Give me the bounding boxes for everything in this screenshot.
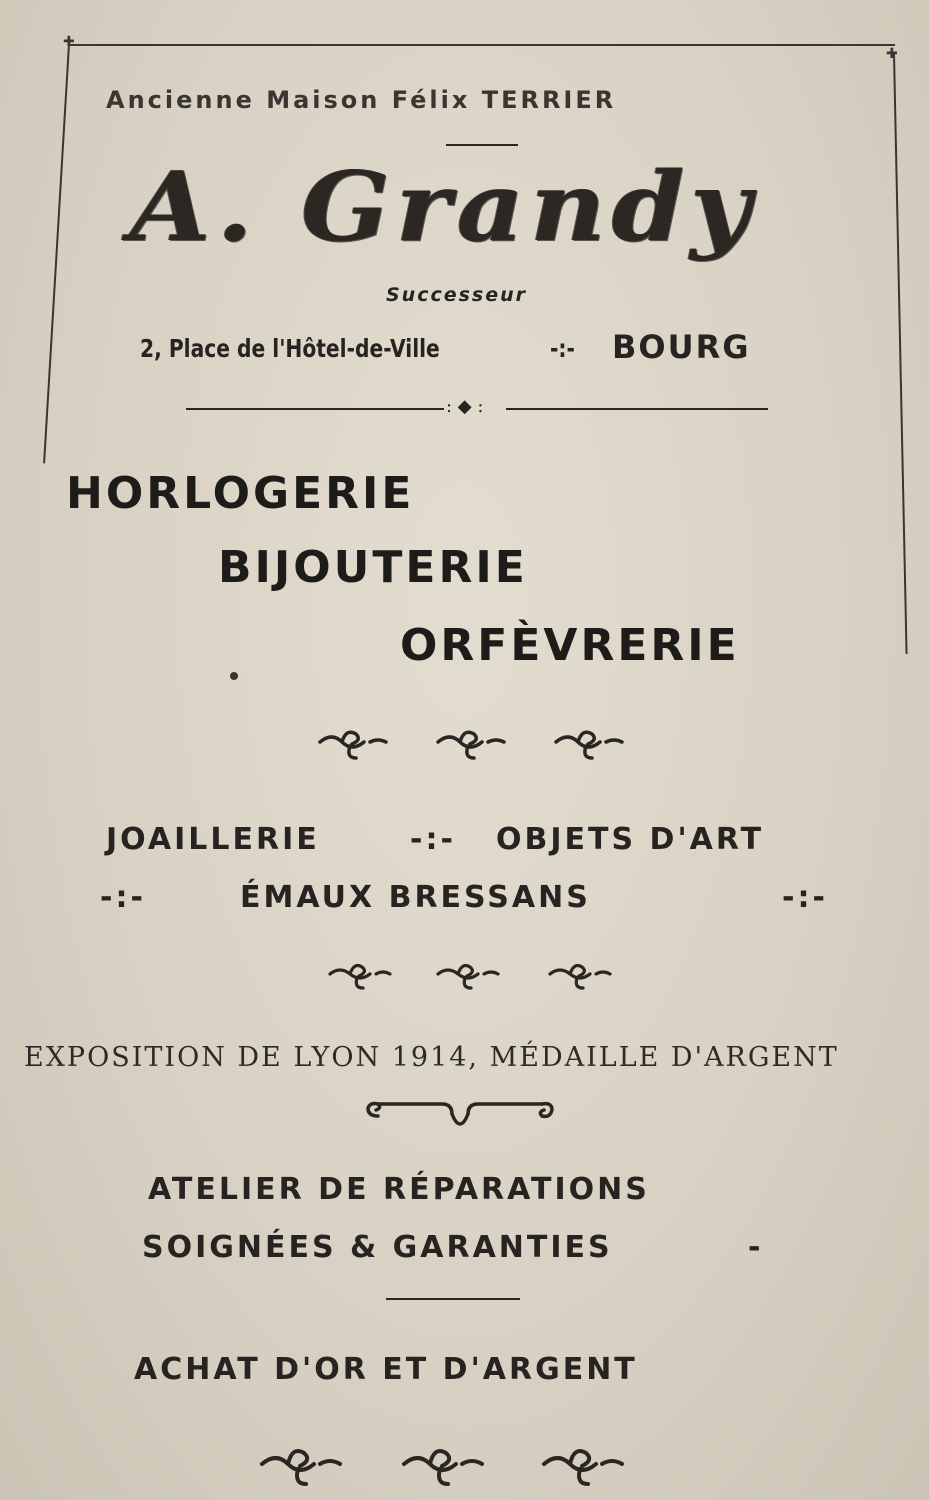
address-separator: -:- [550,334,575,363]
repairs-trailing-dash: - [748,1230,764,1265]
exhibition-award: EXPOSITION DE LYON 1914, MÉDAILLE D'ARGENT [24,1042,839,1073]
former-house-heading: Ancienne Maison Félix TERRIER [106,86,617,114]
ink-speck [230,672,238,680]
repairs-line-1: ATELIER DE RÉPARATIONS [148,1172,650,1207]
divider-rule-left [186,408,444,410]
specialty-emaux: ÉMAUX BRESSANS [240,880,591,915]
frame-left-border [43,44,70,463]
cross-corner-icon: ✚ [886,46,898,62]
shop-address: 2, Place de l'Hôtel-de-Ville [140,334,440,363]
fleuron-ornament-icon [316,724,636,764]
fleuron-ornament-icon [326,958,626,994]
specialty-objets-dart: OBJETS D'ART [496,822,765,857]
cross-corner-icon: ✚ [63,34,75,50]
trade-horlogerie: HORLOGERIE [66,468,415,519]
specialty-separator: -:- [410,822,456,857]
divider-rule-right [506,408,768,410]
shop-logo: A. Grandy [130,150,757,264]
purchase-gold-silver: ACHAT D'OR ET D'ARGENT [134,1352,638,1387]
specialty-separator: -:- [100,880,146,915]
specialty-joaillerie: JOAILLERIE [106,822,320,857]
specialty-separator: -:- [782,880,828,915]
diamond-divider-icon: : ◆ : [446,396,484,417]
trade-orfevrerie: ORFÈVRERIE [400,620,740,671]
repairs-line-2: SOIGNÉES & GARANTIES [142,1230,613,1265]
frame-right-border [893,54,908,654]
shop-city: BOURG [612,328,751,366]
scroll-ornament-icon [360,1094,560,1134]
short-rule [386,1298,520,1300]
successor-label: Successeur [386,284,528,306]
fleuron-ornament-icon [258,1440,638,1490]
short-rule [446,144,518,146]
frame-top-border [70,44,895,46]
trade-bijouterie: BIJOUTERIE [218,542,528,593]
